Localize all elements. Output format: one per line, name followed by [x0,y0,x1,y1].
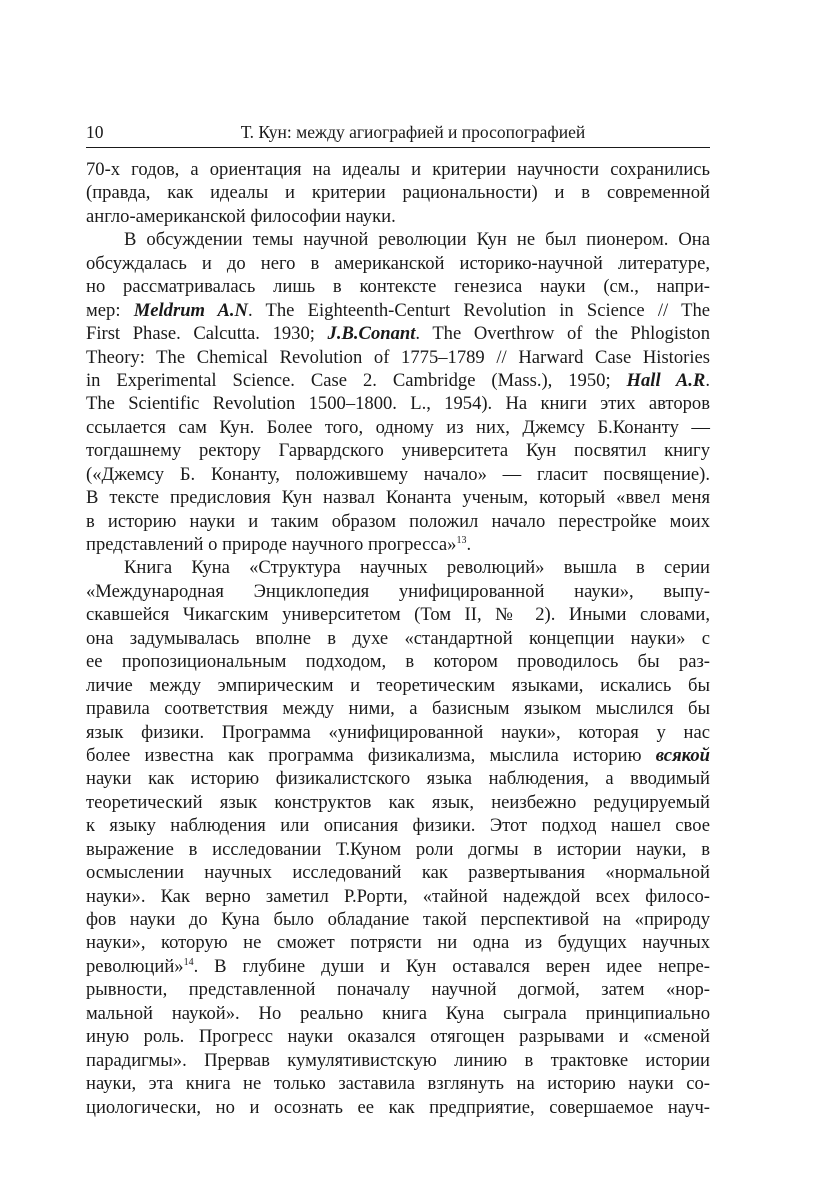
text-line: науки, эта книга не только заставила взглянуть на историю науки со- [86,1073,710,1095]
text-line: циологически, но и осознать ее как предприятие, совершаемое науч- [86,1096,710,1118]
text-line: обсуждалась и до него в американской историко-научной литературе, [86,252,710,274]
text-line: («Джемсу Б. Конанту, положившему начало» — гласит посвящение). [86,463,710,485]
text-line: ее пропозициональным подходом, в котором проводилось бы раз- [86,651,710,673]
text-line: представлений о природе научного прогресса»$^{13}$. [86,534,472,555]
text-line: мер: Meldrum A.N. The Eighteenth-Centurt Revolution in Science // The [86,299,711,321]
text-line: мальной наукой». Но реально книга Куна сыграла принципиально [86,1002,710,1024]
paragraph-1 [86,158,710,228]
text-line: в историю науки и таким образом положил начало перестройке моих [86,510,710,532]
text-line: науки», которую не сможет потрясти ни одна из будущих научных [86,932,710,954]
text-line: The Scientific Revolution 1500–1800. L., 1954). На книги этих авторов [86,393,710,415]
footnote-marker[interactable]: 14 [183,956,194,968]
text-line: рывности, представленной поначалу научной догмой, затем «нор- [86,979,710,1001]
paragraph-2 [86,228,710,556]
text-line: 70-х годов, а ориентация на идеалы и критерии научности сохранились [86,159,710,180]
text-line: in Experimental Science. Case 2. Cambridge (Mass.), 1950; Hall A.R. [86,369,710,391]
running-header [86,120,710,144]
text-line: выражение в исследовании Т.Куном роли догмы в истории науки, в [86,838,710,860]
text-line: First Phase. Calcutta. 1930; J.B.Conant. The Overthrow of the Phlogiston [86,323,710,345]
footnote-marker[interactable]: 13 [456,535,467,546]
text-line: ссылается сам Кун. Более того, одному из них, Джемсу Б.Конанту — [86,416,710,438]
text-line: англо-американской философии науки. [86,205,396,227]
page-number: 10 [86,122,104,142]
text-line: к языку наблюдения или описания физики. Этот подход нашел свое [86,815,710,837]
text-line: (правда, как идеалы и критерии рациональности) и в современной [86,182,710,204]
citation-author: Meldrum A.N [133,299,248,321]
text-line: правила соответствия между ними, а базисным языком мыслился бы [86,698,710,720]
citation-author: Hall A.R [626,369,706,391]
text-line: парадигмы». Прервав кумулятивистскую линию в трактовке истории [86,1049,710,1071]
text-line: революций»$^{14}$. В глубине души и Кун оставался верен идее непре- [86,955,710,977]
citation-author: J.B.Conant [327,323,416,345]
header-rule [86,147,710,148]
text-line: «Международная Энциклопедия унифицированной науки», выпу- [86,580,710,602]
text-line: язык физики. Программа «унифицированной науки», которая у нас [86,721,710,743]
text-line: Theory: The Chemical Revolution of 1775–1789 // Harward Case Histories [86,346,710,368]
body-text [86,158,710,1119]
emphasis-word: всякой [655,744,710,766]
text-line: В обсуждении темы научной революции Кун не был пионером. Она [124,229,710,251]
text-line: В тексте предисловия Кун назвал Конанта ученым, который «ввел меня [86,487,710,509]
paragraph-3 [86,556,710,1119]
text-line: она задумывалась вполне в духе «стандартной концепции науки» с [86,627,710,649]
text-line: науки как историю физикалистского языка наблюдения, а вводимый [86,768,710,790]
text-line: но рассматривалась лишь в контексте генезиса науки (см., напри- [86,276,710,298]
text-line: личие между эмпирическим и теоретическим языками, искались бы [86,674,710,696]
text-line: осмыслении научных исследований как развертывания «нормальной [86,862,710,884]
text-line: скавшейся Чикагским университетом (Том II, № 2). Иными словами, [86,604,710,626]
text-line: тогдашнему ректору Гарвардского университета Кун посвятил книгу [86,440,710,462]
text-line: более известна как программа физикализма, мыслила историю всякой [86,744,710,766]
text-line: Книга Куна «Структура научных революций» вышла в серии [124,557,710,579]
text-line: фов науки до Куна было обладание такой перспективой на «природу [86,909,710,930]
text-line: теоретический язык конструктов как язык, неизбежно редуцируемый [86,791,710,813]
text-line: иную роль. Прогресс науки оказался отягощен разрывами и «сменой [86,1026,710,1048]
running-title: Т. Кун: между агиографией и просопографией [240,122,586,142]
text-line: науки». Как верно заметил Р.Рорти, «тайной надеждой всех филосо- [86,885,710,907]
